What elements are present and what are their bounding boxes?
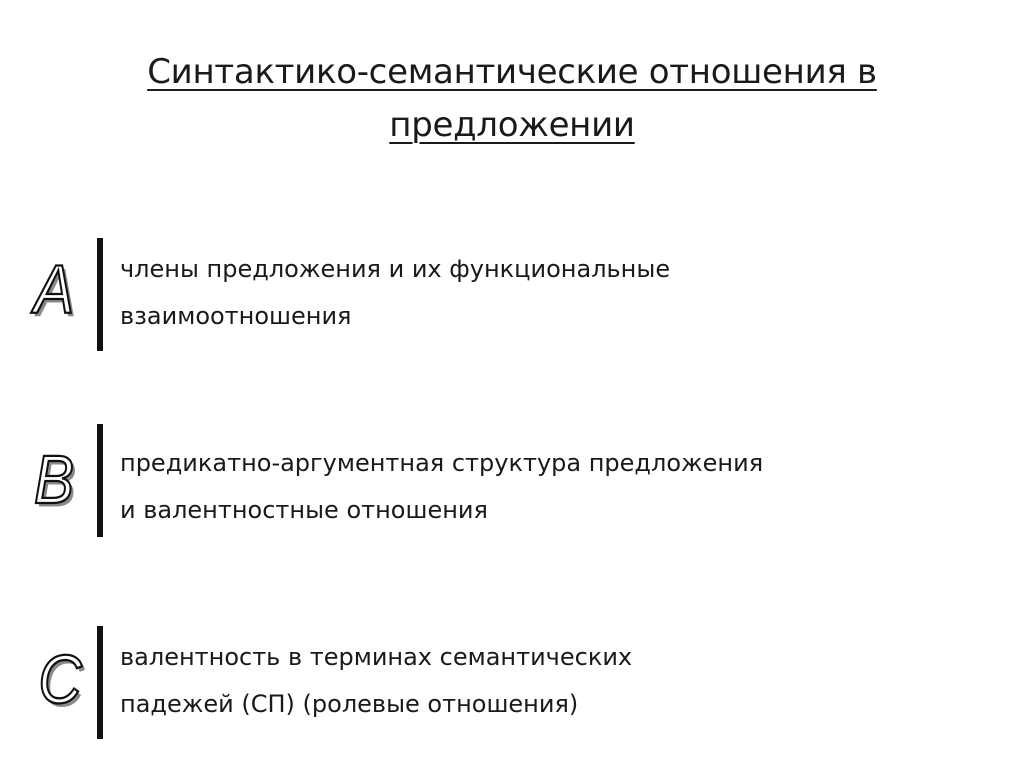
item-text-line: и валентностные отношения [120,496,488,524]
item-divider-a [97,238,103,351]
item-letter-c: C [38,640,82,718]
item-text-line: валентность в терминах семантических [120,643,633,671]
page-title-line-1: Синтактико-семантические отношения в [147,52,877,92]
page-title-line-2: предложении [389,105,635,145]
item-letter-a: A [33,250,75,328]
item-text-line: падежей (СП) (ролевые отношения) [120,690,579,718]
page-title [112,46,912,152]
item-letter-b: B [33,440,75,518]
item-text-line: предикатно-аргументная структура предложения [120,449,764,477]
item-text-line: взаимоотношения [120,302,352,330]
item-text-line: члены предложения и их функциональные [120,255,671,283]
item-text-b [120,440,1000,534]
item-divider-c [97,626,103,739]
item-divider-b [97,424,103,537]
item-text-c [120,634,1000,728]
item-text-a [120,246,1000,340]
